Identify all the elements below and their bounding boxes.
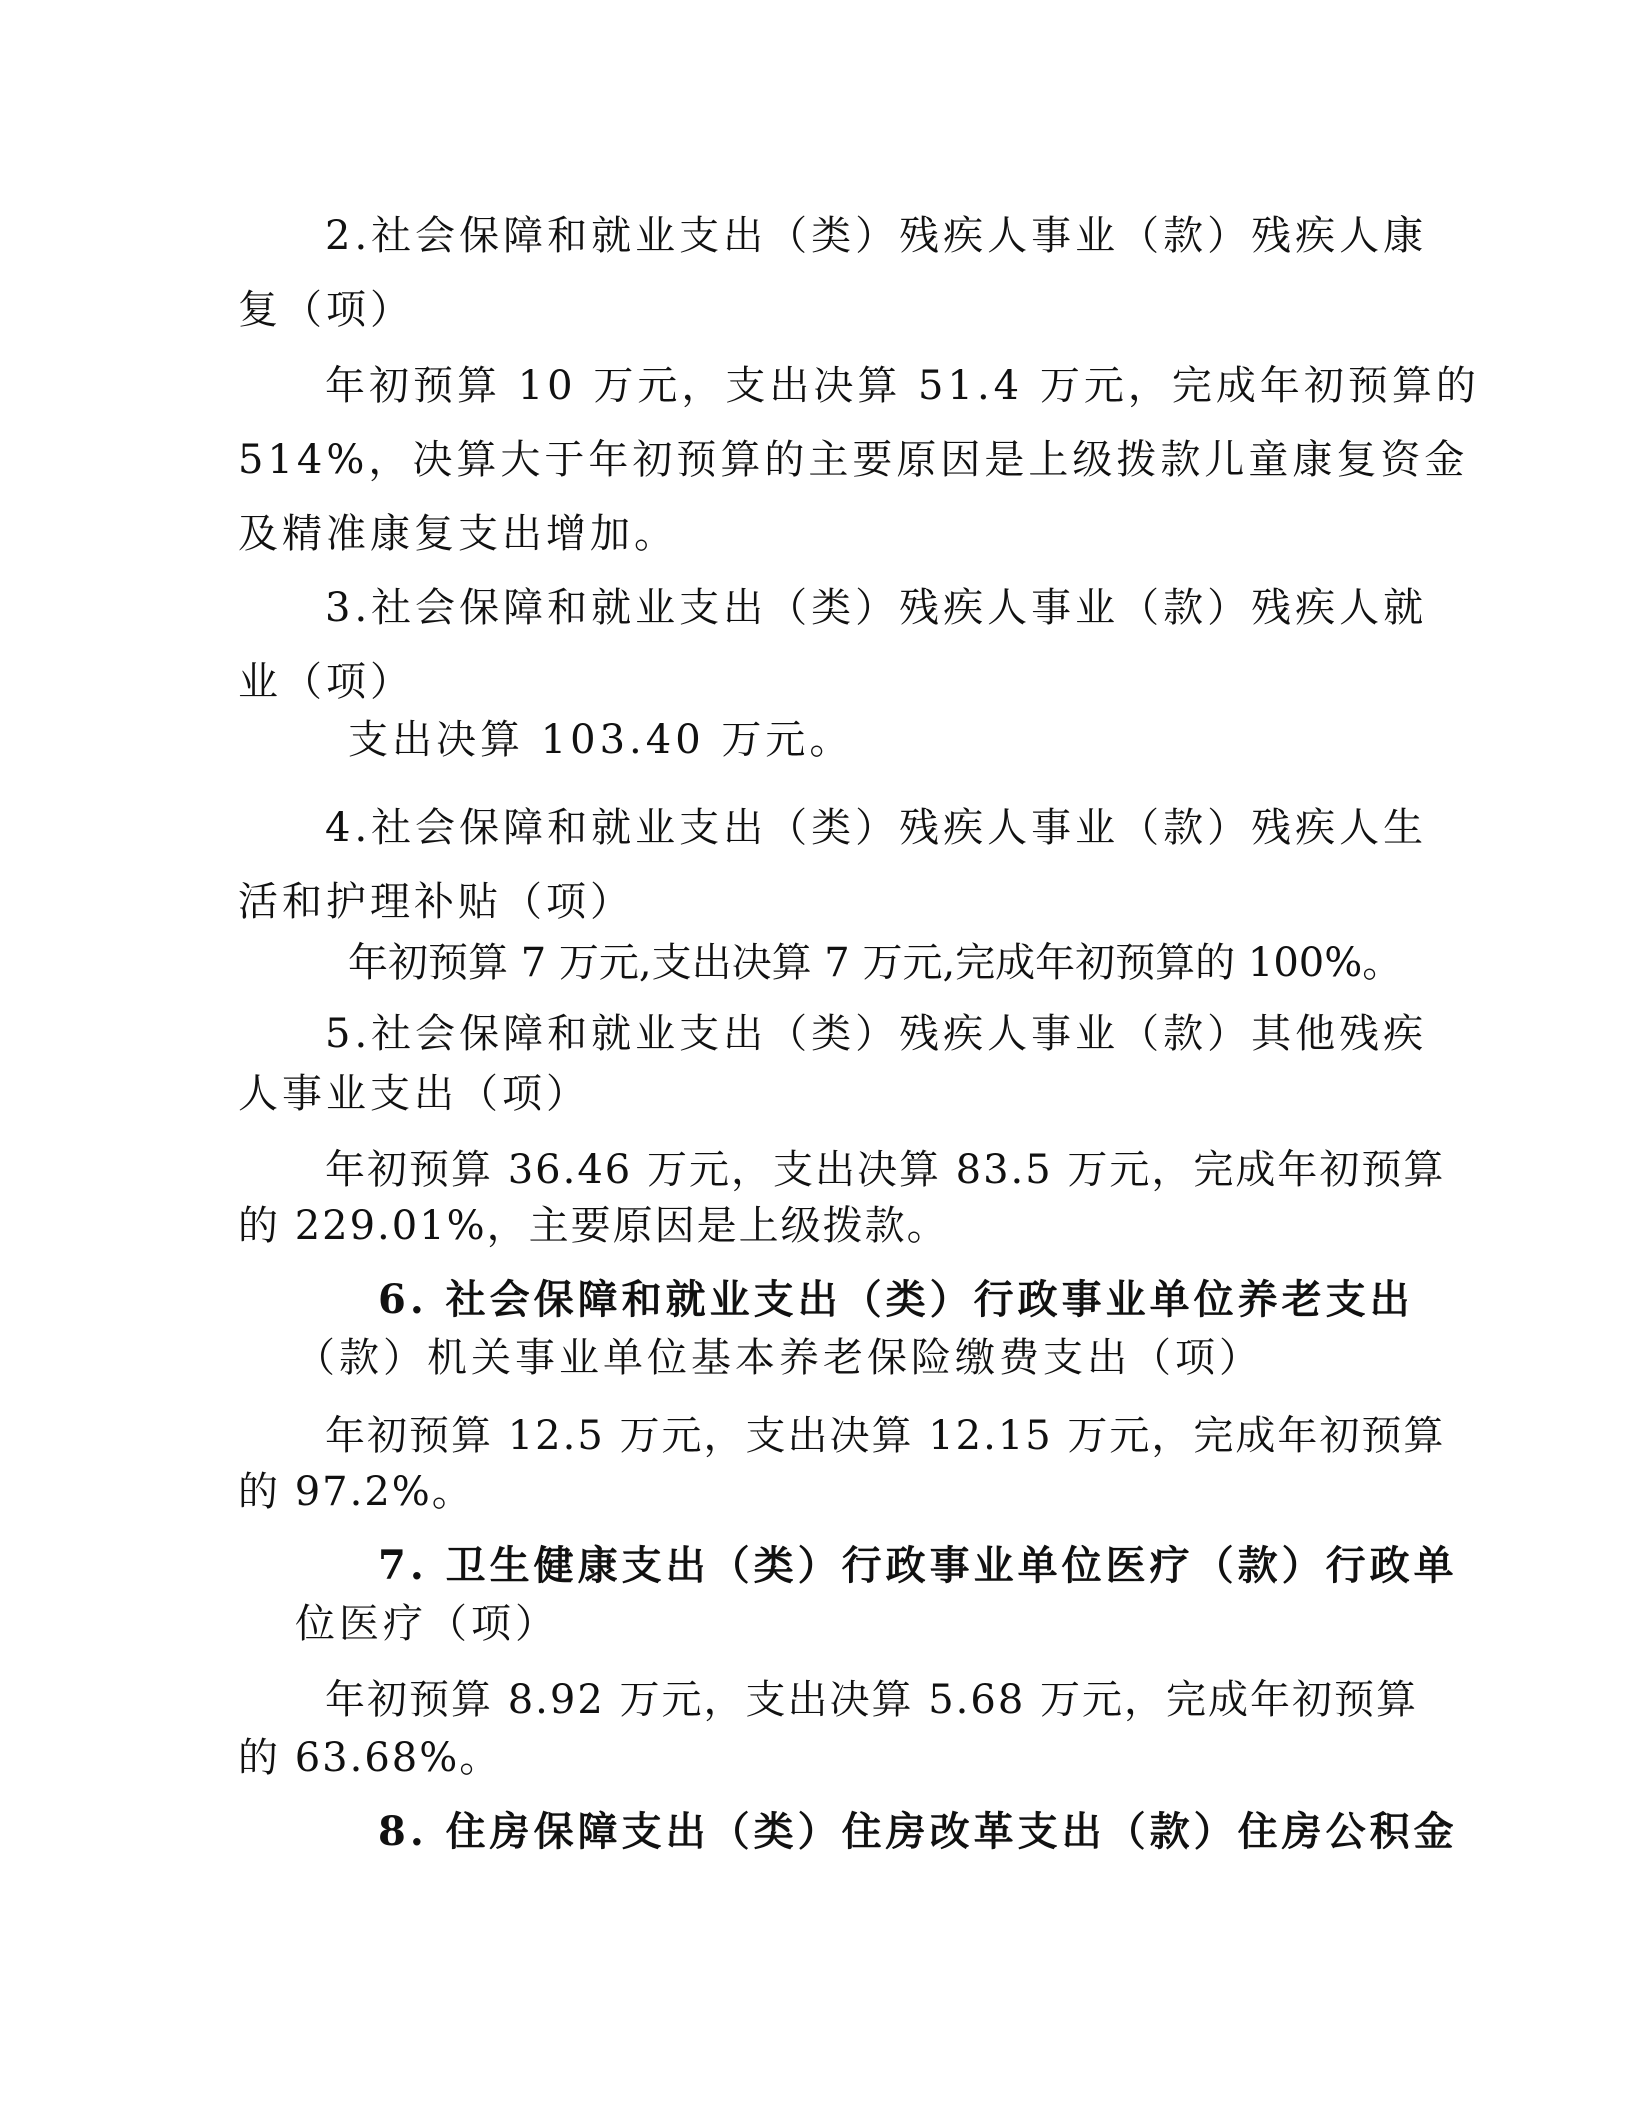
line-7-body-part2: 的 63.68%。 <box>238 1735 502 1781</box>
line-6-heading-part2: （款）机关事业单位基本养老保险缴费支出（项） <box>295 1335 1263 1381</box>
line-2-body-part3: 及精准康复支出增加。 <box>238 511 678 557</box>
line-8-heading: 8. 住房保障支出（类）住房改革支出（款）住房公积金 <box>378 1808 1458 1855</box>
line-6-heading-part1: 6. 社会保障和就业支出（类）行政事业单位养老支出 <box>378 1276 1414 1323</box>
line-2-heading-part2: 复（项） <box>238 287 414 333</box>
line-7-body-part1: 年初预算 8.92 万元，支出决算 5.68 万元，完成年初预算 <box>325 1677 1418 1723</box>
line-5-heading-part2: 人事业支出（项） <box>238 1071 590 1117</box>
line-2-body-part2: 514%，决算大于年初预算的主要原因是上级拨款儿童康复资金 <box>238 437 1469 483</box>
line-4-body: 年初预算 7 万元,支出决算 7 万元,完成年初预算的 100%。 <box>348 940 1403 986</box>
line-5-heading-part1: 5.社会保障和就业支出（类）残疾人事业（款）其他残疾 <box>325 1011 1428 1057</box>
line-5-body-part1: 年初预算 36.46 万元，支出决算 83.5 万元，完成年初预算 <box>325 1147 1446 1193</box>
line-7-heading-part1: 7. 卫生健康支出（类）行政事业单位医疗（款）行政单 <box>378 1542 1458 1589</box>
line-4-heading-part1: 4.社会保障和就业支出（类）残疾人事业（款）残疾人生 <box>325 805 1428 851</box>
line-2-body-part1: 年初预算 10 万元，支出决算 51.4 万元，完成年初预算的 <box>325 363 1480 409</box>
line-4-heading-part2: 活和护理补贴（项） <box>238 879 634 925</box>
line-2-heading-part1: 2.社会保障和就业支出（类）残疾人事业（款）残疾人康 <box>325 213 1428 259</box>
line-5-body-part2: 的 229.01%，主要原因是上级拨款。 <box>238 1203 949 1249</box>
line-3-heading-part2: 业（项） <box>238 659 414 705</box>
line-6-body-part1: 年初预算 12.5 万元，支出决算 12.15 万元，完成年初预算 <box>325 1413 1446 1459</box>
line-3-heading-part1: 3.社会保障和就业支出（类）残疾人事业（款）残疾人就 <box>325 585 1428 631</box>
line-3-body: 支出决算 103.40 万元。 <box>348 717 854 763</box>
line-7-heading-part2: 位医疗（项） <box>295 1601 559 1647</box>
line-6-body-part2: 的 97.2%。 <box>238 1469 474 1515</box>
